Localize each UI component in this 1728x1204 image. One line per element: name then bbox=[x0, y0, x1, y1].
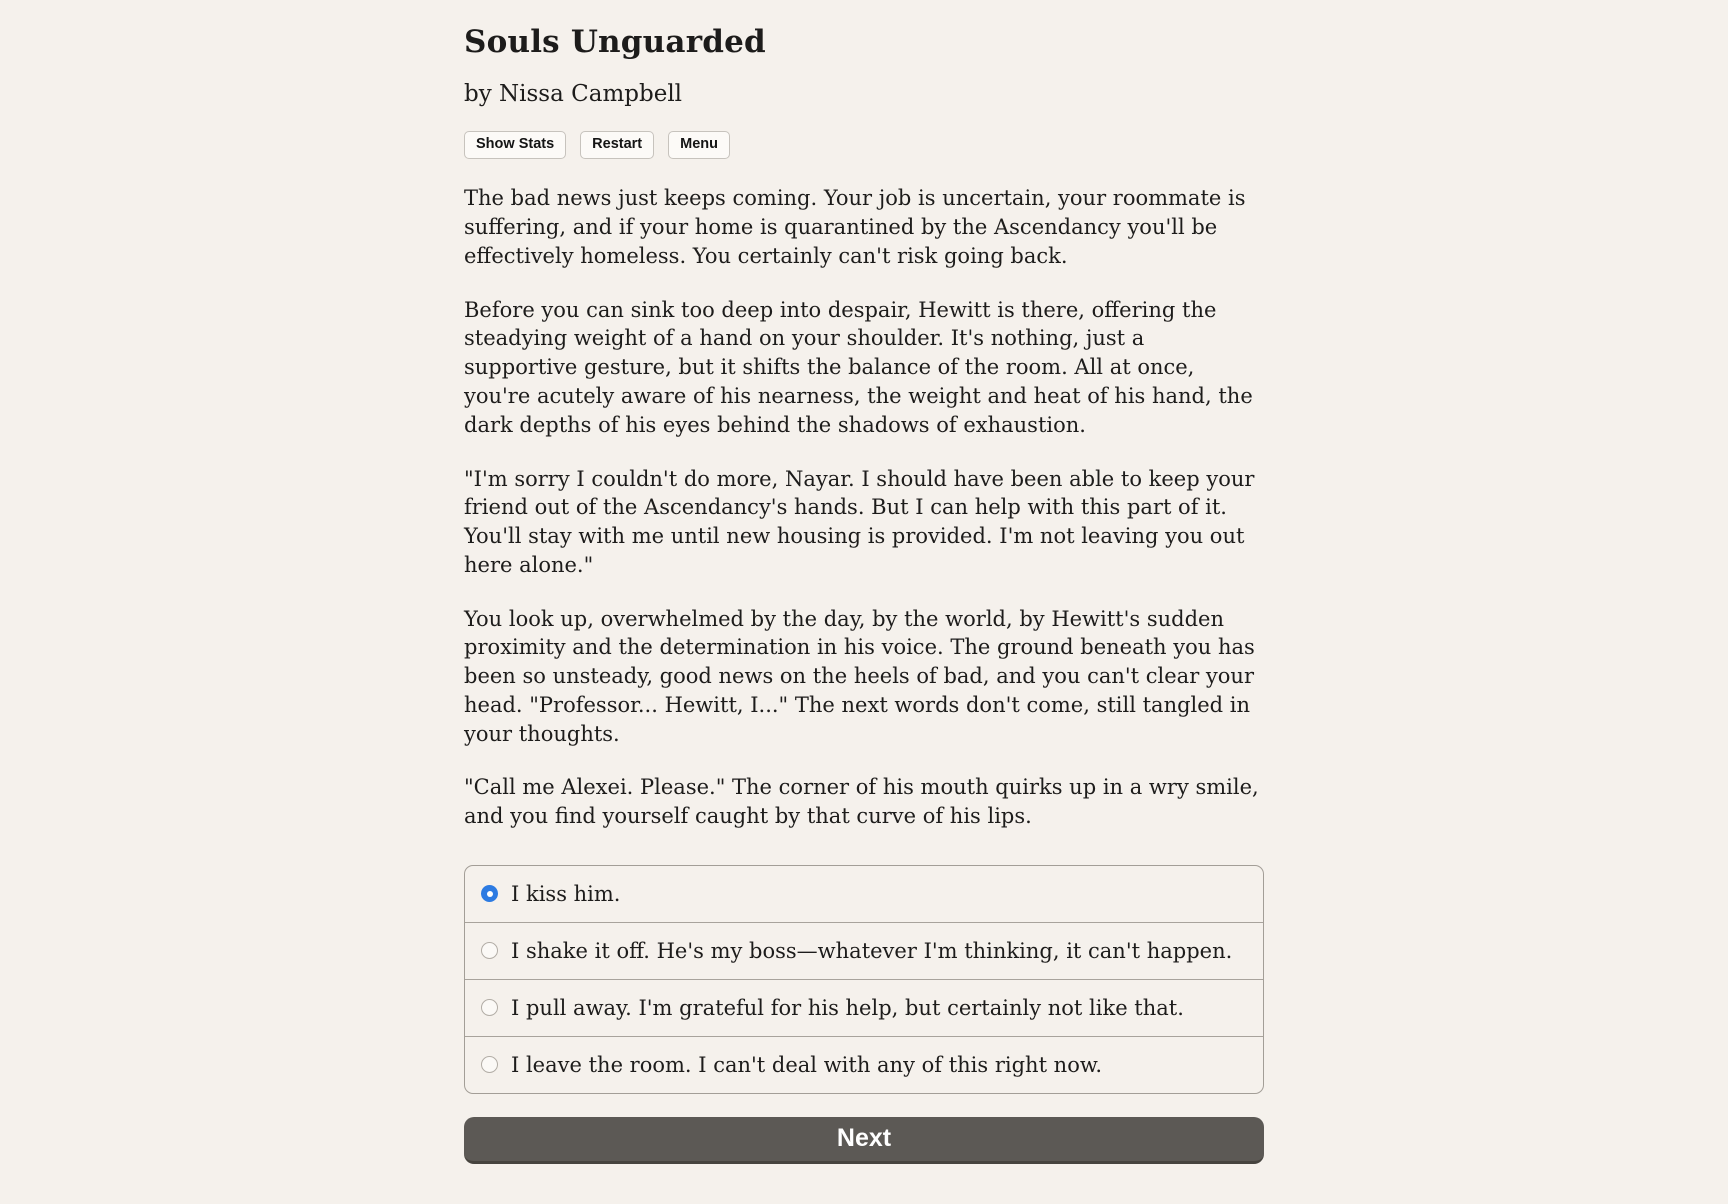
radio-button[interactable] bbox=[481, 999, 498, 1016]
choice-option-kiss[interactable] bbox=[465, 866, 1263, 922]
story-paragraph: Before you can sink too deep into despair, Hewitt is there, offering the steadying weight of a hand on your shoulder. It's nothing, just a supportive gesture, but it shifts the balance of the room. All at once, you're acutely aware of his nearness, the weight and heat of his hand, the dark depths of his eyes behind the shadows of exhaustion. bbox=[464, 297, 1253, 437]
show-stats-button[interactable]: Show Stats bbox=[464, 131, 566, 159]
radio-button[interactable] bbox=[481, 885, 498, 902]
story-paragraph: The bad news just keeps coming. Your job is uncertain, your roommate is suffering, and if your home is quarantined by the Ascendancy you'll be effectively homeless. You certainly can't risk going back. bbox=[464, 186, 1246, 268]
choice-label: I kiss him. bbox=[511, 881, 621, 906]
story-text bbox=[464, 184, 1264, 831]
story-paragraph: "I'm sorry I couldn't do more, Nayar. I should have been able to keep your friend out of the Ascendancy's hands. But I can help with this part of it. You'll stay with me until new housing is provided. I'm not leaving you out here alone." bbox=[464, 466, 1255, 577]
choice-label: I shake it off. He's my boss—whatever I'm thinking, it can't happen. bbox=[511, 938, 1233, 963]
radio-button[interactable] bbox=[481, 942, 498, 959]
radio-dot bbox=[487, 891, 493, 897]
content-column bbox=[464, 0, 1264, 1164]
author-byline: by Nissa Campbell bbox=[464, 81, 683, 107]
choice-label: I leave the room. I can't deal with any of this right now. bbox=[511, 1052, 1103, 1077]
game-title: Souls Unguarded bbox=[464, 24, 766, 60]
choice-option-pull-away[interactable] bbox=[465, 979, 1263, 1036]
toolbar bbox=[464, 131, 1264, 159]
choice-option-shake-it-off[interactable] bbox=[465, 922, 1263, 979]
restart-button[interactable]: Restart bbox=[580, 131, 654, 159]
choice-option-leave-room[interactable] bbox=[465, 1036, 1263, 1093]
radio-button[interactable] bbox=[481, 1056, 498, 1073]
story-paragraph: "Call me Alexei. Please." The corner of his mouth quirks up in a wry smile, and you find yourself caught by that curve of his lips. bbox=[464, 775, 1259, 829]
menu-button[interactable]: Menu bbox=[668, 131, 730, 159]
choice-group bbox=[464, 865, 1264, 1094]
story-paragraph: You look up, overwhelmed by the day, by the world, by Hewitt's sudden proximity and the determination in his voice. The ground beneath you has been so unsteady, good news on the heels of bad, and you can't clear your head. "Professor... Hewitt, I..." The next words don't come, still tangled in your thoughts. bbox=[464, 606, 1255, 746]
choice-label: I pull away. I'm grateful for his help, but certainly not like that. bbox=[511, 995, 1184, 1020]
next-button[interactable]: Next bbox=[464, 1117, 1264, 1164]
